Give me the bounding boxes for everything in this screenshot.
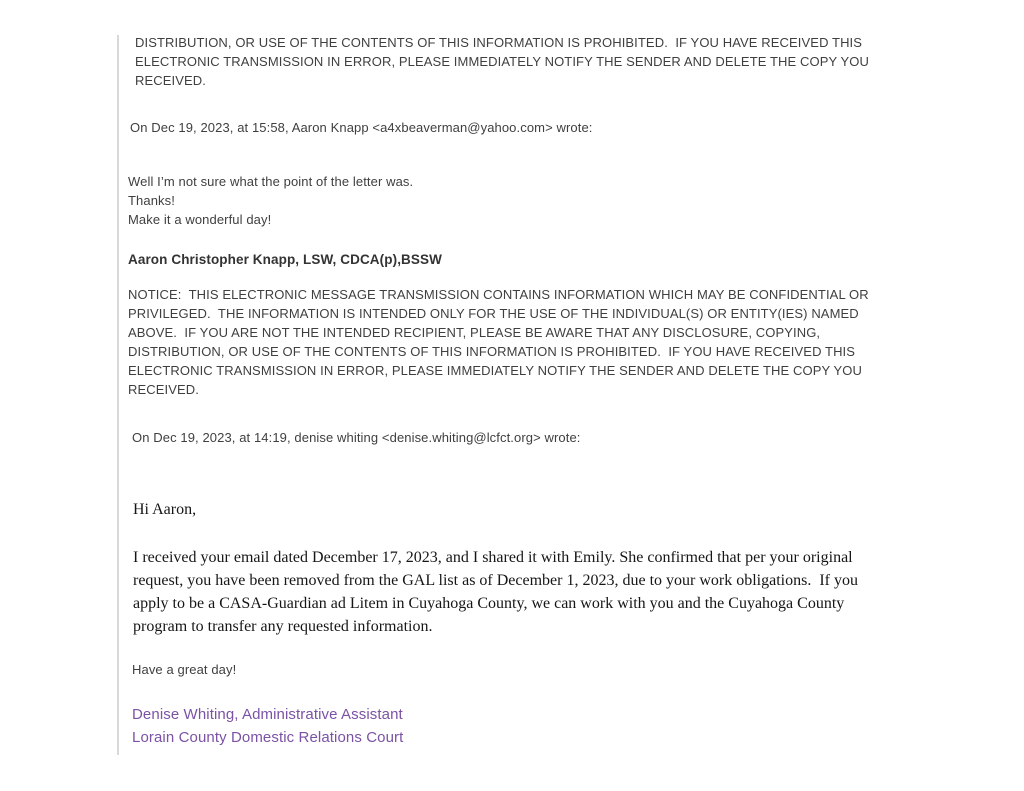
quote-header-2 <box>132 428 581 447</box>
text-line: ABOVE. IF YOU ARE NOT THE INTENDED RECIPIENT, PLEASE BE AWARE THAT ANY DISCLOSURE, COPYING, <box>128 325 821 340</box>
text-line: I received your email dated December 17, 2023, and I shared it with Emily. She confirmed that per your original <box>133 549 853 566</box>
quote-header-2-text: On Dec 19, 2023, at 14:19, denise whiting <denise.whiting@lcfct.org> wrote: <box>132 430 581 445</box>
quote-indicator-bar <box>117 35 119 755</box>
greeting <box>133 498 196 521</box>
text-line: PRIVILEGED. THE INFORMATION IS INTENDED ONLY FOR THE USE OF THE INDIVIDUAL(S) OR ENTITY(IES) NAMED <box>128 306 859 321</box>
message-body-1 <box>128 172 413 229</box>
text-line: ELECTRONIC TRANSMISSION IN ERROR, PLEASE IMMEDIATELY NOTIFY THE SENDER AND DELETE THE COPY YOU <box>128 363 862 378</box>
greeting-text: Hi Aaron, <box>133 501 197 518</box>
text-line: DISTRIBUTION, OR USE OF THE CONTENTS OF THIS INFORMATION IS PROHIBITED. IF YOU HAVE RECEIVED THIS <box>128 344 856 359</box>
text-line: RECEIVED. <box>128 382 199 397</box>
closing <box>132 660 236 679</box>
text-line: Well I’m not sure what the point of the letter was. <box>128 174 414 189</box>
signature-org: Lorain County Domestic Relations Court <box>132 729 404 746</box>
signature-1-text: Aaron Christopher Knapp, LSW, CDCA(p),BSSW <box>128 252 442 267</box>
confidentiality-notice <box>128 285 869 399</box>
sender-signature-1 <box>128 250 442 269</box>
quote-header-1 <box>130 118 593 137</box>
text-line: RECEIVED. <box>135 73 206 88</box>
email-signature-2 <box>132 703 403 749</box>
closing-text: Have a great day! <box>132 662 237 677</box>
text-line: Thanks! <box>128 193 175 208</box>
text-line: program to transfer any requested information. <box>133 618 433 635</box>
signature-name-title: Denise Whiting, Administrative Assistant <box>132 706 403 723</box>
text-line: request, you have been removed from the GAL list as of December 1, 2023, due to your work obligations. If you <box>133 572 858 589</box>
text-line: apply to be a CASA-Guardian ad Litem in Cuyahoga County, we can work with you and the Cuyahoga County <box>133 595 845 612</box>
message-body-2 <box>133 546 858 638</box>
text-line: DISTRIBUTION, OR USE OF THE CONTENTS OF THIS INFORMATION IS PROHIBITED. IF YOU HAVE RECEIVED THIS <box>135 35 863 50</box>
text-line: ELECTRONIC TRANSMISSION IN ERROR, PLEASE IMMEDIATELY NOTIFY THE SENDER AND DELETE THE COPY YOU <box>135 54 869 69</box>
text-line: Make it a wonderful day! <box>128 212 272 227</box>
disclaimer-top <box>135 33 869 90</box>
text-line: NOTICE: THIS ELECTRONIC MESSAGE TRANSMISSION CONTAINS INFORMATION WHICH MAY BE CONFIDENTIAL OR <box>128 287 869 302</box>
quote-header-1-text: On Dec 19, 2023, at 15:58, Aaron Knapp <a4xbeaverman@yahoo.com> wrote: <box>130 120 593 135</box>
